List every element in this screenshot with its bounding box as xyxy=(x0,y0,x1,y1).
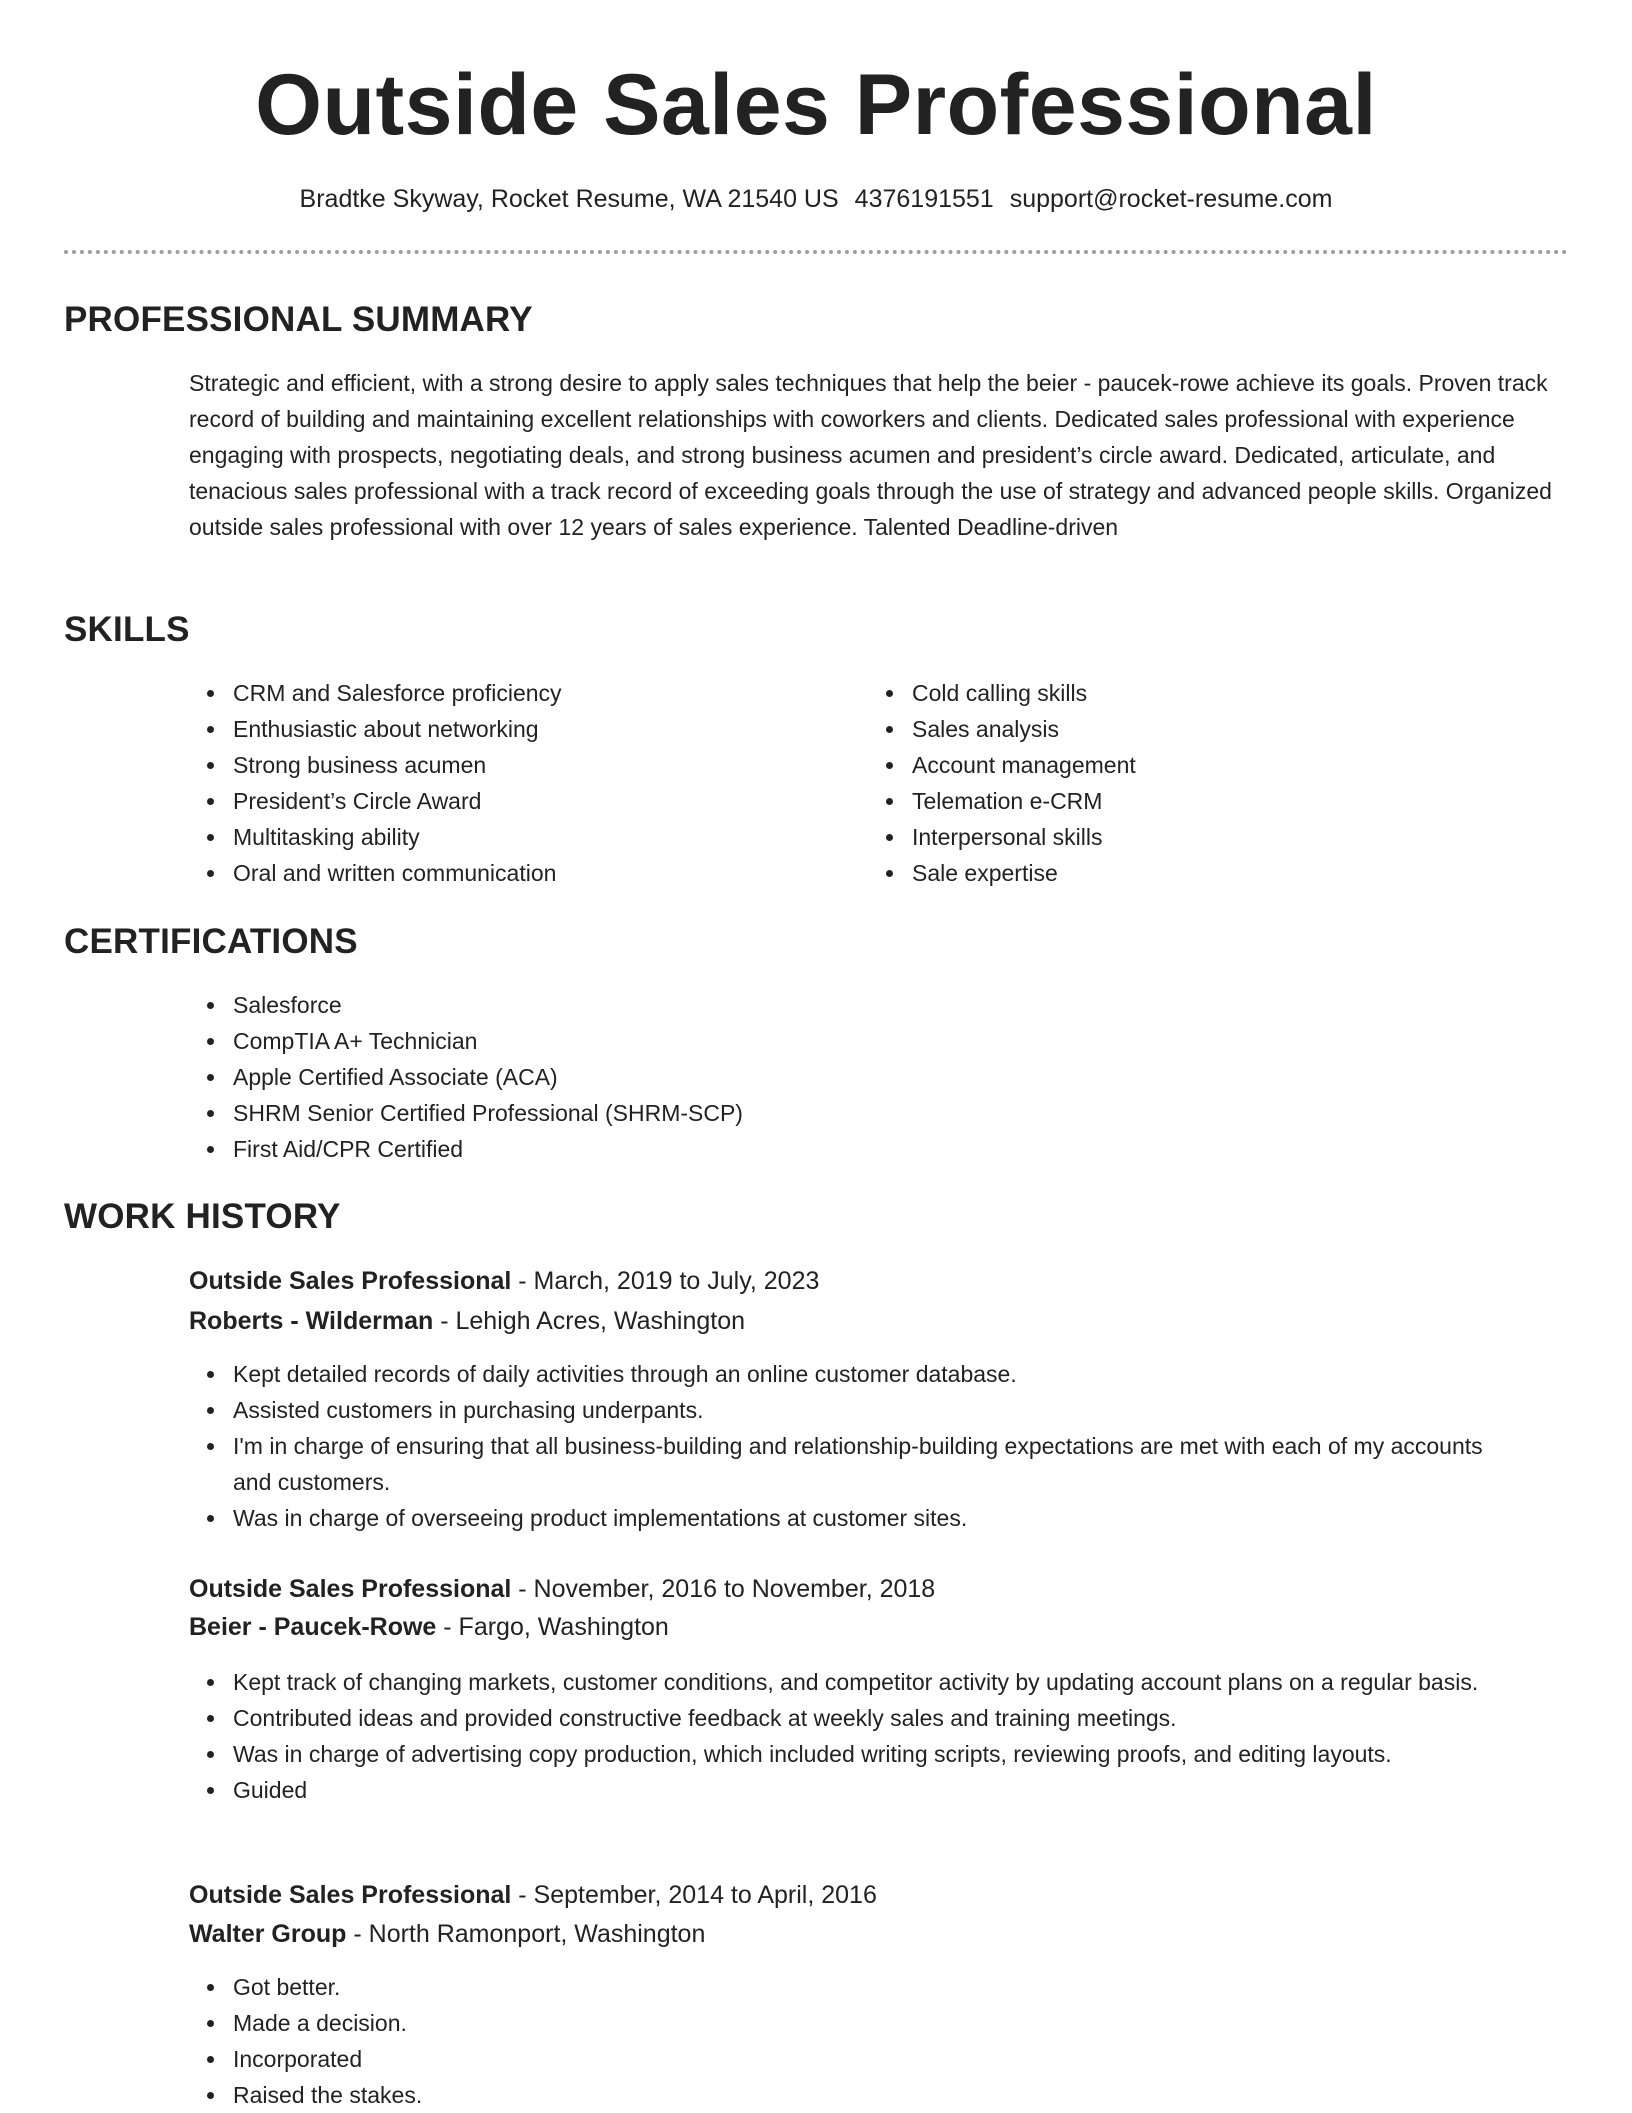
certifications-list xyxy=(189,987,1489,1167)
list-item: CompTIA A+ Technician xyxy=(189,1023,1489,1059)
list-item: Account management xyxy=(868,747,1508,783)
contact-line xyxy=(0,179,1632,219)
list-item: Strong business acumen xyxy=(189,747,829,783)
job-bullets xyxy=(189,1356,1519,1536)
list-item: President’s Circle Award xyxy=(189,783,829,819)
list-item: Raised the stakes. xyxy=(189,2077,1519,2113)
list-item: Got better. xyxy=(189,1969,1519,2005)
job-bullets xyxy=(189,1969,1519,2113)
list-item: SHRM Senior Certified Professional (SHRM-SCP) xyxy=(189,1095,1489,1131)
summary-heading: PROFESSIONAL SUMMARY xyxy=(64,300,533,339)
job-dates: - November, 2016 to November, 2018 xyxy=(511,1575,936,1603)
job-title: Outside Sales Professional xyxy=(189,1575,512,1603)
list-item: Oral and written communication xyxy=(189,855,829,891)
list-item: Interpersonal skills xyxy=(868,819,1508,855)
list-item: Apple Certified Associate (ACA) xyxy=(189,1059,1489,1095)
list-item: Kept detailed records of daily activities through an online customer database. xyxy=(189,1356,1519,1392)
skills-list-left xyxy=(189,675,829,891)
contact-email[interactable]: support@rocket-resume.com xyxy=(1009,185,1333,213)
job-company: Beier - Paucek-Rowe xyxy=(189,1613,437,1641)
job-bullets xyxy=(189,1664,1519,1808)
list-item: Cold calling skills xyxy=(868,675,1508,711)
list-item: Multitasking ability xyxy=(189,819,829,855)
certifications-heading: CERTIFICATIONS xyxy=(64,922,358,961)
list-item: Telemation e-CRM xyxy=(868,783,1508,819)
list-item: Made a decision. xyxy=(189,2005,1519,2041)
work-history-heading: WORK HISTORY xyxy=(64,1197,341,1236)
list-item: Kept track of changing markets, customer conditions, and competitor activity by updating account plans on a regular basis. xyxy=(189,1664,1519,1700)
job-location: - Fargo, Washington xyxy=(436,1613,669,1641)
job-title-line xyxy=(189,1876,877,1914)
resume-title: Outside Sales Professional xyxy=(255,57,1377,153)
list-item: Contributed ideas and provided constructive feedback at weekly sales and training meetings. xyxy=(189,1700,1519,1736)
job-title-line xyxy=(189,1570,935,1608)
list-item: Was in charge of advertising copy production, which included writing scripts, reviewing proofs, and editing layouts. xyxy=(189,1736,1519,1772)
list-item: CRM and Salesforce proficiency xyxy=(189,675,829,711)
list-item: Sales analysis xyxy=(868,711,1508,747)
job-title-line xyxy=(189,1262,819,1300)
job-title: Outside Sales Professional xyxy=(189,1267,512,1295)
job-company: Roberts - Wilderman xyxy=(189,1307,434,1335)
job-location: - North Ramonport, Washington xyxy=(346,1920,706,1948)
list-item: Was in charge of overseeing product implementations at customer sites. xyxy=(189,1500,1519,1536)
job-location: - Lehigh Acres, Washington xyxy=(433,1307,746,1335)
list-item: Incorporated xyxy=(189,2041,1519,2077)
list-item: Sale expertise xyxy=(868,855,1508,891)
job-title: Outside Sales Professional xyxy=(189,1881,512,1909)
list-item: Enthusiastic about networking xyxy=(189,711,829,747)
list-item: Guided xyxy=(189,1772,1519,1808)
job-company-line xyxy=(189,1608,669,1646)
job-company: Walter Group xyxy=(189,1920,347,1948)
skills-heading: SKILLS xyxy=(64,610,190,649)
job-company-line xyxy=(189,1915,705,1953)
contact-address: Bradtke Skyway, Rocket Resume, WA 21540 US xyxy=(299,185,839,213)
skills-list-right xyxy=(868,675,1508,891)
job-company-line xyxy=(189,1302,745,1340)
contact-phone: 4376191551 xyxy=(854,185,994,213)
summary-text: Strategic and efficient, with a strong desire to apply sales techniques that help the beier - paucek-rowe achieve its goals. Proven track record of building and maintaining excellent relationships with coworkers and clients. Dedicated sales professional with experience engaging with prospects, negotiating deals, and strong business acumen and president’s circle award. Dedicated, articulate, and tenacious sales professional with a track record of exceeding goals through the use of strategy and advanced people skills. Organized outside sales professional with over 12 years of sales experience. Talented Deadline-driven xyxy=(189,370,1552,540)
list-item: I'm in charge of ensuring that all business-building and relationship-building expectations are met with each of my accounts and customers. xyxy=(189,1428,1519,1500)
job-dates: - September, 2014 to April, 2016 xyxy=(511,1881,877,1909)
list-item: Assisted customers in purchasing underpants. xyxy=(189,1392,1519,1428)
list-item: First Aid/CPR Certified xyxy=(189,1131,1489,1167)
list-item: Salesforce xyxy=(189,987,1489,1023)
job-dates: - March, 2019 to July, 2023 xyxy=(511,1267,820,1295)
header-divider xyxy=(64,250,1568,254)
